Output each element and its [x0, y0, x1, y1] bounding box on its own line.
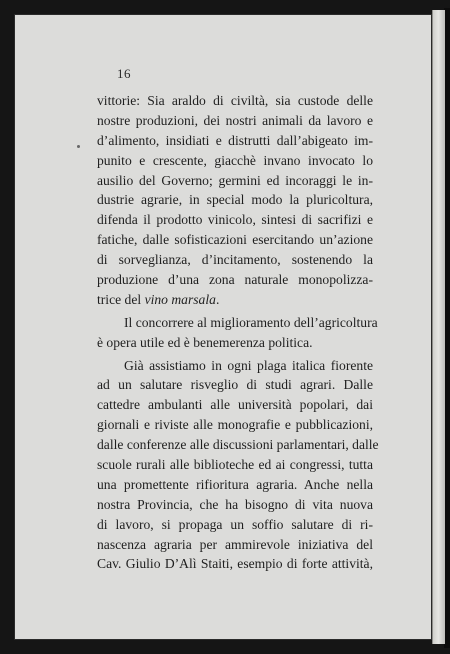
italic-term: vino marsala [144, 291, 216, 307]
text-line-last [97, 290, 373, 310]
text-fragment: trice del [97, 291, 145, 307]
text-line: una promettente rifioritura agraria. Anche nella [97, 476, 373, 492]
text-line: nostre produzioni, dei nostri animali da lavoro e [97, 112, 373, 128]
book-page-edge [432, 10, 445, 644]
text-line: punito e crescente, giacchè invano invocato lo [97, 152, 373, 168]
text-line: Cav. Giulio D’Alì Staiti, esempio di forte attività, [97, 556, 373, 572]
text-line: vittorie: Sia araldo di civiltà, sia custode delle [97, 93, 373, 108]
text-line: di lavoro, si propaga un soffio salutare di ri- [97, 516, 373, 532]
text-line: ad un salutare risveglio di studi agrari. Dalle [97, 377, 373, 393]
text-line: giornali e riviste alle monografie e pubblicazioni, [97, 417, 373, 433]
text-line-last: è opera utile ed è benemerenza politica. [97, 334, 313, 350]
text-line: fatiche, dalle sofisticazioni esercitando un’azione [97, 232, 373, 248]
body-text [97, 91, 379, 574]
text-line: d’alimento, insidiati e distrutti dall’abigeato im- [97, 132, 373, 148]
text-line: nostra Provincia, che ha bisogno di vita nuova [97, 496, 373, 512]
text-line: Già assistiamo in ogni plaga italica fiorente [124, 357, 373, 373]
text-line: Il concorrere al miglioramento dell’agricoltura [124, 314, 378, 330]
text-line: dalle conferenze alle discussioni parlamentari, dalle [97, 437, 379, 453]
text-line: nascenza agraria per ammirevole iniziativa del [97, 536, 373, 552]
text-line: difenda il prodotto vinicolo, sintesi di sacrifizi e [97, 212, 373, 228]
text-line: produzione d’una zona naturale monopolizza- [97, 272, 373, 288]
text-fragment: . [215, 291, 220, 307]
text-line: ausilio del Governo; germini ed incoraggi le in- [97, 172, 373, 188]
text-line: di sorveglianza, d’incitamento, sostenendo la [97, 252, 373, 268]
paper-speck [77, 145, 80, 148]
text-line: dustrie agrarie, in special modo la pluricoltura, [97, 192, 373, 208]
page-number: 16 [117, 66, 131, 81]
text-line: scuole rurali alle biblioteche ed ai congressi, tutta [97, 457, 373, 473]
text-line: cattedre ambulanti alle università popolari, dai [97, 397, 373, 413]
